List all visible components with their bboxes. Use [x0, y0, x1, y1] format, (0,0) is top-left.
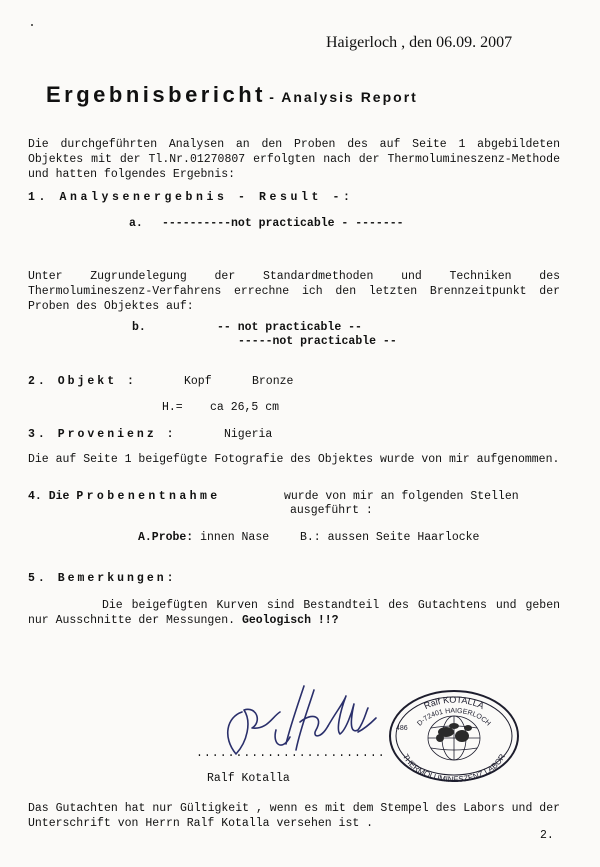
laboratory-stamp — [384, 686, 524, 786]
section-1-heading: 1. Analysenergebnis - Result -: — [28, 191, 354, 204]
remarks-text: Die beigefügten Kurven sind Bestandteil des Gutachtens und geben nur Ausschnitte der Messungen. — [28, 599, 560, 627]
stamp-number: 486 — [396, 725, 408, 732]
sample-a — [138, 531, 269, 544]
sample-b: B.: aussen Seite Haarlocke — [300, 531, 480, 544]
section-5-paragraph — [28, 598, 560, 628]
provenance-value: Nigeria — [224, 428, 273, 441]
sample-a-text: innen Nase — [200, 531, 270, 544]
document-title — [46, 82, 418, 108]
signature-script-text: Ralf Kotalla — [212, 682, 220, 683]
height-label: H.= — [162, 401, 183, 414]
sampling-text-1: wurde von mir an folgenden Stellen — [284, 490, 519, 503]
section-3-heading: 3. Provenienz : — [28, 428, 177, 441]
title-sub: - Analysis Report — [269, 89, 418, 105]
section-4-prefix: 4. Die — [28, 490, 70, 503]
height-value: ca 26,5 cm — [210, 401, 280, 414]
intro-paragraph: Die durchgeführten Analysen an den Proben des auf Seite 1 abgebildeten Objektes mit der Tl.Nr.01270807 erfolgten nach der Thermolumineszenz-Methode und hatten folgendes Ergebnis: — [28, 138, 560, 181]
result-b-label: b. — [132, 321, 146, 334]
title-main: Ergebnisbericht — [46, 82, 266, 107]
stamp-lab-name: THERMOLUMINESZENZ LABOR — [400, 752, 508, 785]
section-5-heading: 5. Bemerkungen: — [28, 572, 177, 585]
section-4-spaced: Probenentnahme — [76, 490, 221, 503]
remarks-bold: Geologisch !!? — [241, 614, 339, 627]
result-b-line-1: -- not practicable -- — [217, 321, 362, 334]
result-a-label: a. — [129, 217, 143, 230]
object-material: Bronze — [252, 375, 294, 388]
result-a-value: ----------not practicable - ------- — [162, 217, 404, 230]
section-1-paragraph: Unter Zugrundelegung der Standardmethoden und Techniken des Thermolumineszenz-Verfahrens errechne ich den letzten Brennzeitpunkt der Proben des Objektes auf: — [28, 270, 560, 313]
sampling-text-2: ausgeführt : — [290, 504, 373, 517]
stray-dot — [31, 24, 33, 26]
result-b-line-2: -----not practicable -- — [238, 335, 397, 348]
signatory-name: Ralf Kotalla — [207, 772, 290, 785]
footer-note: Das Gutachten hat nur Gültigkeit , wenn es mit dem Stempel des Labors und der Unterschrift von Herrn Ralf Kotalla versehen ist . — [28, 802, 560, 830]
stamp-address: D-72401 HAIGERLOCH — [416, 707, 492, 728]
object-name: Kopf — [184, 375, 212, 388]
section-4-heading — [28, 490, 221, 503]
section-3-paragraph: Die auf Seite 1 beigefügte Fotografie des Objektes wurde von mir aufgenommen. — [28, 453, 560, 466]
signature-line: ........................ — [196, 747, 386, 760]
stamp-name: Ralf KOTALLA — [422, 694, 486, 712]
page-number: 2. — [540, 829, 554, 842]
sample-a-label: A.Probe: — [138, 531, 194, 544]
place-date: Haigerloch , den 06.09. 2007 — [326, 34, 513, 51]
section-2-heading: 2. Objekt : — [28, 375, 137, 388]
